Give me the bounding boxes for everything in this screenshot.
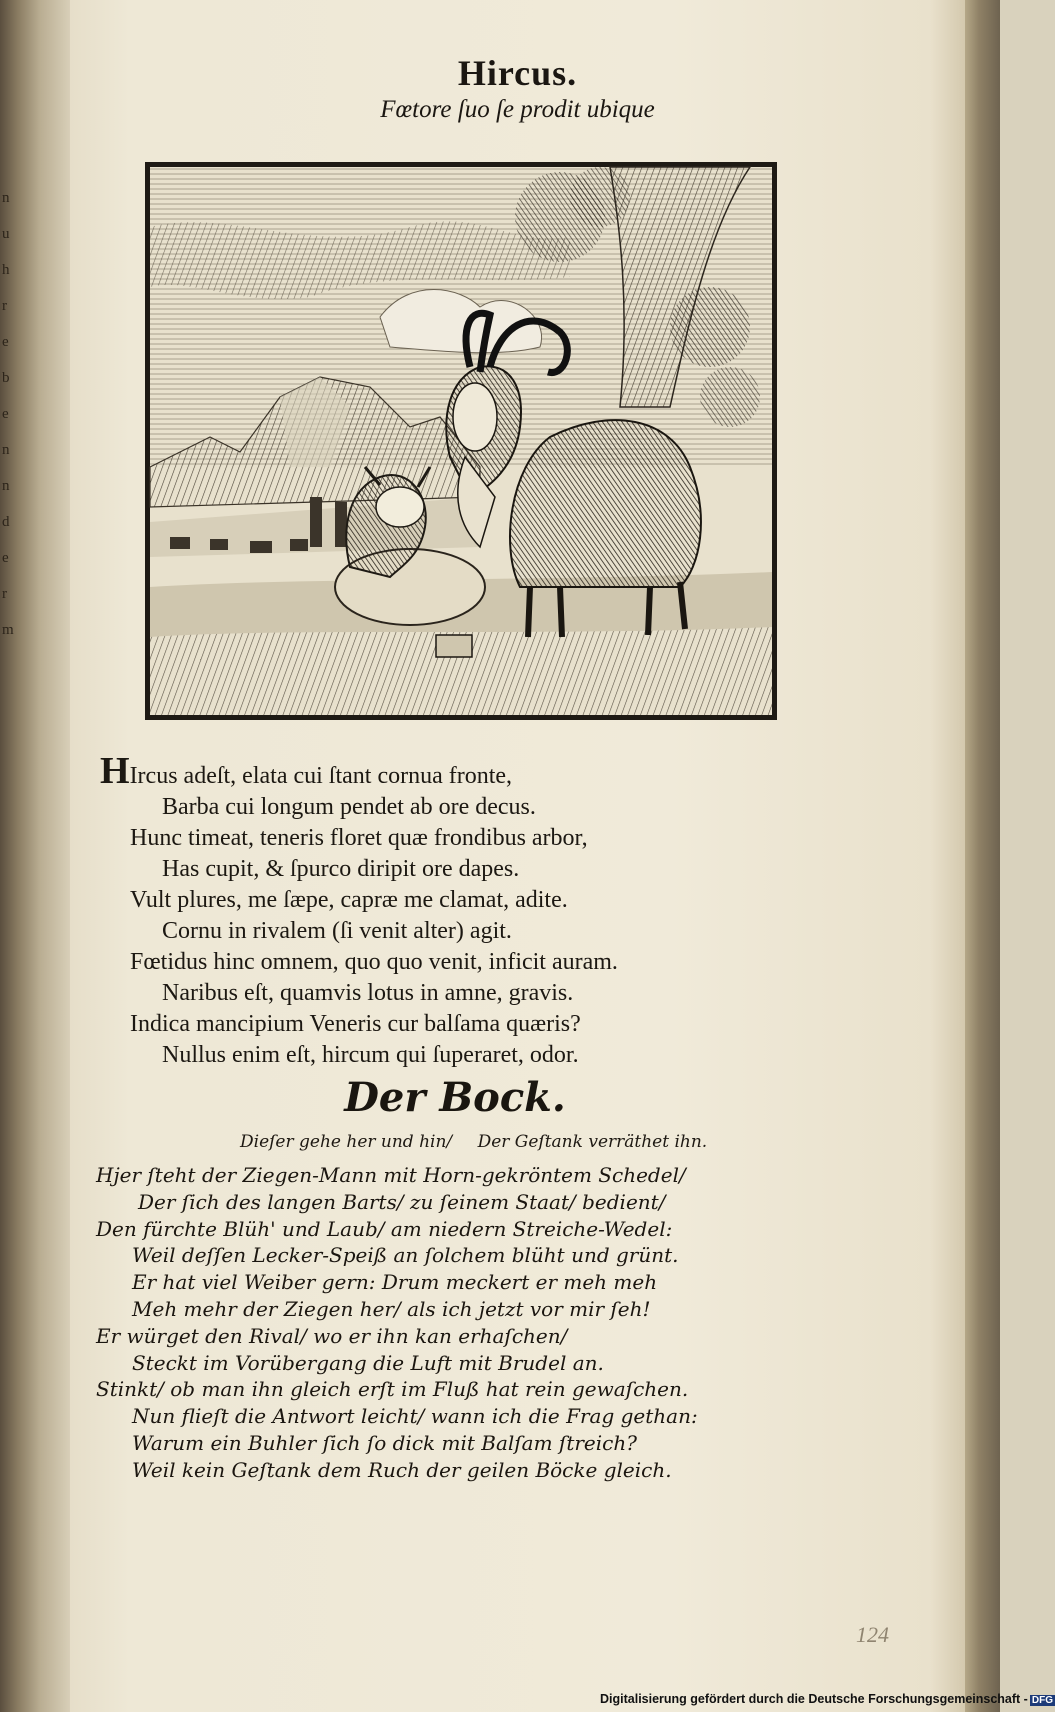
- latin-line: Nullus enim eſt, hircum qui ſuperaret, odor.: [162, 1042, 579, 1068]
- latin-line: Fœtidus hinc omnem, quo quo venit, inficit auram.: [130, 949, 618, 975]
- latin-line: Indica mancipium Veneris cur balſama quæris?: [130, 1011, 581, 1037]
- spine-glyph: m: [2, 622, 14, 638]
- spine-glyph: e: [2, 334, 9, 350]
- spine-glyph: n: [2, 478, 10, 494]
- latin-line: Vult plures, me ſæpe, capræ me clamat, adite.: [130, 887, 568, 913]
- pencil-page-number: 124: [856, 1622, 889, 1647]
- spine-glyph: r: [2, 586, 7, 602]
- digitization-footer: [600, 1692, 1055, 1706]
- german-line: Weil deſſen Lecker-Speiß an ſolchem blüht und grünt.: [132, 1243, 679, 1268]
- spine-glyph: u: [2, 226, 10, 242]
- page-motto: Fœtore ſuo ſe prodit ubique: [380, 96, 655, 123]
- latin-line: Cornu in rivalem (ſi venit alter) agit.: [162, 918, 512, 944]
- german-subtitle-left: Dieſer gehe her und hin/: [240, 1132, 453, 1152]
- engraving-plate: [145, 162, 777, 720]
- german-poem: [96, 1162, 816, 1484]
- spine-glyph: d: [2, 514, 10, 530]
- german-line: Nun flieſt die Antwort leicht/ wann ich die Frag gethan:: [132, 1404, 698, 1429]
- engraving-two-goats-icon: [150, 167, 772, 715]
- spine-glyph: e: [2, 550, 9, 566]
- latin-poem: [100, 750, 800, 1071]
- drop-cap: H: [100, 750, 130, 792]
- page-title: Hircus.: [457, 53, 578, 93]
- spine-glyph: h: [2, 262, 10, 278]
- spine-glyph: n: [2, 442, 10, 458]
- footer-text: Digitalisierung gefördert durch die Deutsche Forschungsgemeinschaft -: [600, 1692, 1028, 1706]
- german-line: Warum ein Buhler ſich ſo dick mit Balſam ſtreich?: [132, 1430, 637, 1455]
- latin-line: Barba cui longum pendet ab ore decus.: [162, 794, 536, 820]
- spine-fragment-text: [2, 180, 24, 648]
- german-line: Steckt im Vorübergang die Luft mit Brudel an.: [132, 1350, 604, 1375]
- latin-line: Has cupit, & ſpurco diripit ore dapes.: [162, 856, 520, 882]
- latin-line-first: [100, 750, 800, 792]
- dfg-logo-icon: DFG: [1031, 1695, 1053, 1706]
- latin-line: Naribus eſt, quamvis lotus in amne, gravis.: [162, 980, 574, 1006]
- german-line: Meh mehr der Ziegen her/ als ich jetzt vor mir ſeh!: [132, 1296, 651, 1321]
- page-edge: [965, 0, 1000, 1712]
- spine-glyph: n: [2, 190, 10, 206]
- adjacent-page-spine: [0, 0, 70, 1712]
- german-line: Er würget den Rival/ wo er ihn kan erhaſchen/: [96, 1323, 568, 1348]
- german-line: Stinkt/ ob man ihn gleich erſt im Fluß hat rein gewaſchen.: [96, 1377, 689, 1402]
- german-title: Der Bock.: [344, 1074, 566, 1121]
- german-line: Er hat viel Weiber gern: Drum meckert er meh meh: [132, 1270, 658, 1295]
- spine-glyph: r: [2, 298, 7, 314]
- latin-line: Hunc timeat, teneris floret quæ frondibus arbor,: [130, 825, 588, 851]
- german-line: Den fürchte Blüh' und Laub/ am niedern Streiche-Wedel:: [96, 1216, 673, 1241]
- german-line: Der ſich des langen Barts/ zu ſeinem Staat/ bedient/: [138, 1189, 666, 1214]
- spine-glyph: b: [2, 370, 10, 386]
- german-subtitle: [240, 1132, 800, 1152]
- spine-glyph: e: [2, 406, 9, 422]
- german-line: Weil kein Geſtank dem Ruch der geilen Böcke gleich.: [132, 1457, 672, 1482]
- german-line: Hjer ſteht der Ziegen-Mann mit Horn-gekröntem Schedel/: [96, 1163, 686, 1187]
- german-subtitle-right: Der Geſtank verräthet ihn.: [477, 1132, 708, 1152]
- latin-line-text: Ircus adeſt, elata cui ſtant cornua fronte,: [129, 763, 513, 789]
